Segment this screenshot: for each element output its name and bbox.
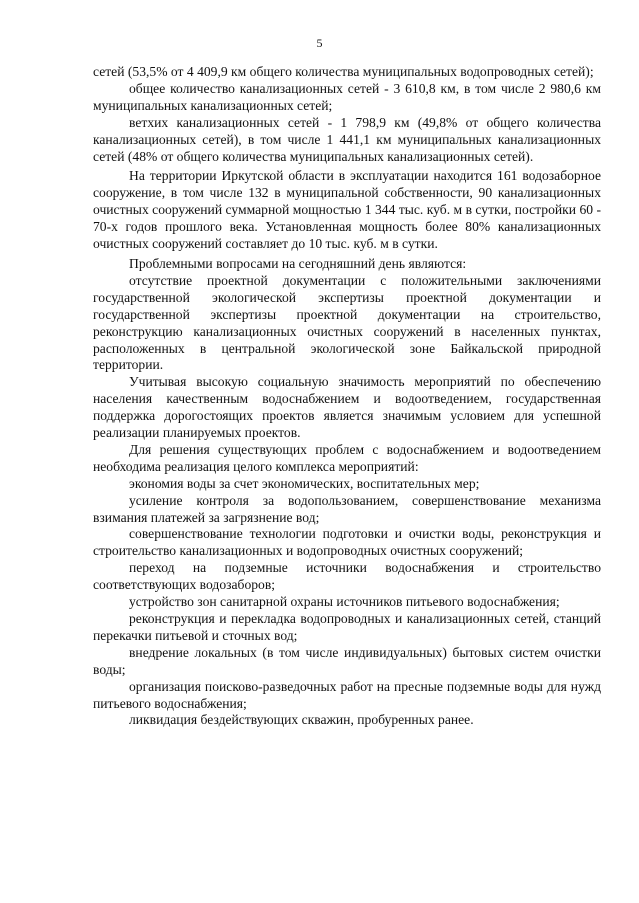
list-item-local-treatment: внедрение локальных (в том числе индивидуальных) бытовых систем очистки воды; [93,644,601,677]
list-item-exploration: организация поисково-разведочных работ на пресные подземные воды для нужд питьевого водоснабжения; [93,678,601,711]
list-item-water-control: усиление контроля за водопользованием, совершенствование механизма взимания платежей за загрязнение вод; [93,492,601,525]
paragraph-state-support: Учитывая высокую социальную значимость мероприятий по обеспечению населения качественным водоснабжением и водоотведением, государственная поддержка дорогостоящих проектов является значимым условием для успешной реализации планируемых проектов. [93,374,601,441]
paragraph-problems-heading: Проблемными вопросами на сегодняшний день являются: [129,255,467,271]
list-item-well-liquidation: ликвидация бездействующих скважин, пробуренных ранее. [129,712,474,728]
page-number: 5 [316,36,323,50]
list-item-treatment-technology: совершенствование технологии подготовки и очистки воды, реконструкция и строительство канализационных и водопроводных очистных сооружений; [93,526,601,559]
document-body [93,64,601,729]
list-item-underground-sources: переход на подземные источники водоснабжения и строительство соответствующих водозаборов; [93,560,601,593]
paragraph-irkutsk-facilities: На территории Иркутской области в эксплуатации находится 161 водозаборное сооружение, в том числе 132 в муниципальной собственности, 90 канализационных очистных сооружений суммарной мощностью 1 344 тыс. куб. м в сутки, постройки 60 - 70-х годов прошлого века. Установленная мощность более 80% канализационных очистных сооружений составляет до 10 тыс. куб. м в сутки. [93,168,601,252]
paragraph-continuation: сетей (53,5% от 4 409,9 км общего количества муниципальных водопроводных сетей); [93,64,594,79]
paragraph-measures-intro: Для решения существующих проблем с водоснабжением и водоотведением необходима реализация целого комплекса мероприятий: [93,441,601,474]
list-item-water-saving: экономия воды за счет экономических, воспитательных мер; [129,475,480,491]
list-item-network-reconstruction: реконструкция и перекладка водопроводных и канализационных сетей, станций перекачки питьевой и сточных вод; [93,611,601,643]
paragraph-sewer-worn: ветхих канализационных сетей - 1 798,9 км (49,8% от общего количества канализационных сетей), в том числе 1 441,1 км муниципальных канализационных сетей (48% от общего количества муниципальных канализационных сетей). [93,114,601,164]
list-item-sanitary-zones: устройство зон санитарной охраны источников питьевого водоснабжения; [129,594,560,610]
paragraph-missing-documentation: отсутствие проектной документации с положительными заключениями государственной экологической экспертизы проектной документации и государственной экспертизы проектной документации на строительство, реконструкцию канализационных очистных сооружений в населенных пунктах, расположенных в центральной экологической зоне Байкальской природной территории. [93,272,601,373]
paragraph-sewer-total: общее количество канализационных сетей - 3 610,8 км, в том числе 2 980,6 км муниципальных канализационных сетей; [93,80,601,113]
